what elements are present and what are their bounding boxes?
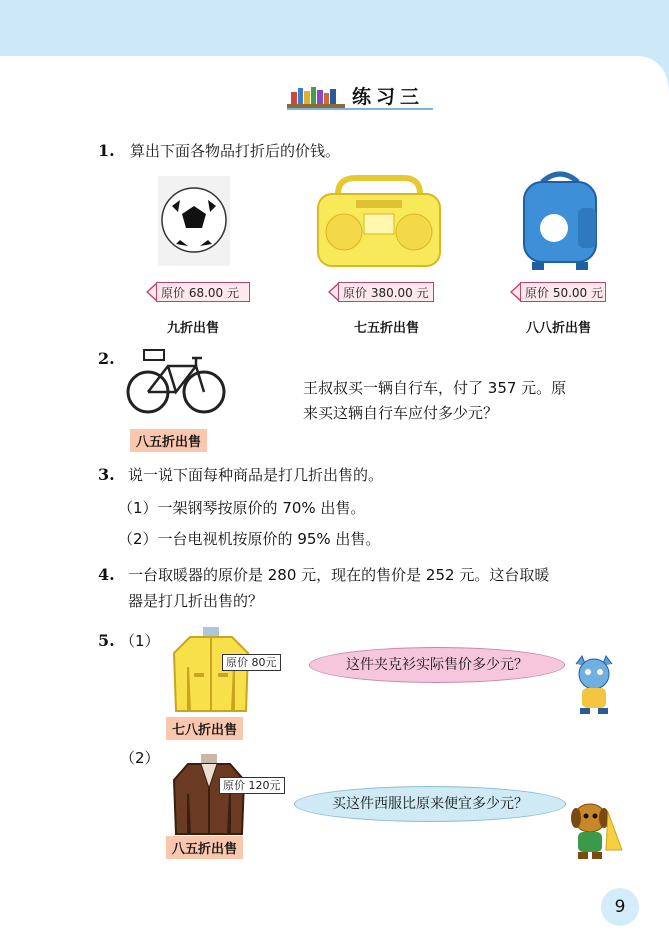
q4-number: 4. — [98, 565, 115, 584]
bicycle-icon — [126, 346, 226, 416]
books-icon — [287, 84, 345, 110]
soccer-ball-icon — [158, 176, 230, 266]
price-tag-radio-text: 原价 380.00 元 — [338, 282, 434, 302]
cat-character-icon — [568, 654, 620, 716]
price-tag-backpack-text: 原价 50.00 元 — [520, 282, 606, 302]
q1-text: 算出下面各物品打折后的价钱。 — [130, 142, 341, 160]
discount-radio: 七五折出售 — [354, 321, 420, 336]
radio-cassette-icon — [316, 170, 442, 270]
discount-bicycle: 八五折出售 — [130, 429, 207, 452]
q3-text: 说一说下面每种商品是打几折出售的。 — [128, 466, 384, 484]
q2-line2: 来买这辆自行车应付多少元？ — [303, 404, 499, 422]
discount-ball: 九折出售 — [167, 321, 220, 336]
speech-bubble-suit: 买这件西服比原来便宜多少元？ — [294, 786, 566, 822]
header-banner — [0, 0, 669, 96]
price-tag-ball-text: 原价 68.00 元 — [156, 282, 250, 302]
q4-line2: 器是打几折出售的？ — [128, 592, 264, 610]
price-tag-radio — [328, 282, 434, 302]
discount-jacket: 七八折出售 — [166, 717, 243, 740]
page-title: 练习三 — [352, 86, 425, 108]
price-box-suit: 原价 120元 — [219, 777, 285, 794]
q5-part2-label: （2） — [120, 749, 160, 767]
title-underline — [287, 108, 433, 110]
backpack-icon — [518, 168, 602, 272]
q4-line1: 一台取暖器的原价是 280 元，现在的售价是 252 元。这台取暖 — [128, 566, 550, 584]
price-box-jacket: 原价 80元 — [222, 654, 281, 671]
q1-number: 1. — [98, 141, 115, 160]
price-tag-ball — [146, 282, 250, 302]
q3-number: 3. — [98, 465, 115, 484]
speech-bubble-jacket: 这件夹克衫实际售价多少元？ — [309, 647, 565, 683]
discount-suit: 八五折出售 — [166, 836, 243, 859]
suit-icon — [172, 754, 246, 836]
discount-backpack: 八八折出售 — [526, 321, 592, 336]
q3-sub2: （2）一台电视机按原价的 95% 出售。 — [118, 530, 381, 548]
q3-sub1: （1）一架钢琴按原价的 70% 出售。 — [118, 499, 366, 517]
dog-character-icon — [566, 798, 624, 862]
price-tag-backpack — [510, 282, 606, 302]
q5-part1-label: （1） — [120, 632, 160, 650]
page-number: 9 — [601, 888, 639, 926]
q2-number: 2. — [98, 349, 115, 368]
q5-number: 5. — [98, 631, 115, 650]
q2-line1: 王叔叔买一辆自行车，付了 357 元。原 — [303, 379, 567, 397]
